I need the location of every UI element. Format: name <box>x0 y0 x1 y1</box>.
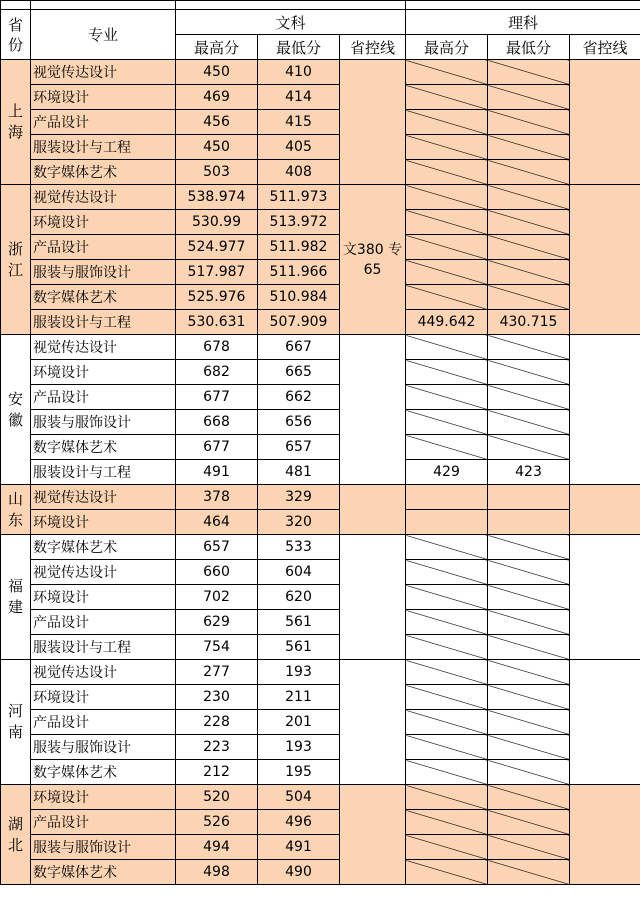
province-cell: 上海 <box>1 60 31 185</box>
lk-min-cell <box>488 585 570 610</box>
wk-min-cell: 620 <box>258 585 340 610</box>
lk-max-cell <box>406 185 488 210</box>
major-cell: 服装与服饰设计 <box>31 410 176 435</box>
table-row <box>1 535 640 560</box>
wk-min-cell: 662 <box>258 385 340 410</box>
table-row <box>1 135 640 160</box>
lk-max-cell <box>406 535 488 560</box>
wk-max-cell: 456 <box>176 110 258 135</box>
wk-max-cell: 677 <box>176 435 258 460</box>
major-cell: 产品设计 <box>31 110 176 135</box>
province-cell: 安徽 <box>1 335 31 485</box>
wk-max-cell: 469 <box>176 85 258 110</box>
lk-min-cell <box>488 485 570 510</box>
lk-max-cell <box>406 335 488 360</box>
wk-min-cell: 490 <box>258 860 340 885</box>
major-cell: 数字媒体艺术 <box>31 860 176 885</box>
wk-min-cell: 415 <box>258 110 340 135</box>
lk-min-cell <box>488 635 570 660</box>
lk-min-cell <box>488 660 570 685</box>
wk-max-cell: 494 <box>176 835 258 860</box>
table-row <box>1 310 640 335</box>
lk-max-cell <box>406 210 488 235</box>
table-row <box>1 335 640 360</box>
wk-max-cell: 530.631 <box>176 310 258 335</box>
wk-control-cell <box>340 535 406 660</box>
wk-max-cell: 702 <box>176 585 258 610</box>
table-row <box>1 285 640 310</box>
table-row <box>1 385 640 410</box>
table-row <box>1 585 640 610</box>
table-row <box>1 60 640 85</box>
wk-min-cell: 511.982 <box>258 235 340 260</box>
major-cell: 产品设计 <box>31 610 176 635</box>
wk-min-cell: 408 <box>258 160 340 185</box>
wk-max-cell: 682 <box>176 360 258 385</box>
wk-max-cell: 660 <box>176 560 258 585</box>
major-cell: 数字媒体艺术 <box>31 760 176 785</box>
lk-max-cell <box>406 160 488 185</box>
lk-max-cell <box>406 485 488 510</box>
wk-min-cell: 561 <box>258 635 340 660</box>
lk-control-cell <box>570 485 640 535</box>
lk-max-header: 最高分 <box>406 35 488 60</box>
lk-control-cell <box>570 660 640 785</box>
major-cell: 服装设计与工程 <box>31 460 176 485</box>
table-row <box>1 835 640 860</box>
lk-max-cell <box>406 60 488 85</box>
wk-max-cell: 464 <box>176 510 258 535</box>
header-row-1 <box>1 10 640 35</box>
lk-control-cell <box>570 60 640 185</box>
table-row <box>1 560 640 585</box>
lk-control-cell <box>570 535 640 660</box>
lk-control-cell <box>570 185 640 335</box>
major-cell: 服装设计与工程 <box>31 635 176 660</box>
lk-max-cell <box>406 510 488 535</box>
wk-min-header: 最低分 <box>258 35 340 60</box>
lk-min-cell <box>488 710 570 735</box>
clipped-cell <box>406 1 640 10</box>
lk-max-cell <box>406 410 488 435</box>
major-cell: 视觉传达设计 <box>31 185 176 210</box>
wk-min-cell: 201 <box>258 710 340 735</box>
table-row <box>1 810 640 835</box>
lk-control-cell <box>570 785 640 885</box>
wk-control-cell <box>340 485 406 535</box>
wk-min-cell: 195 <box>258 760 340 785</box>
wk-min-cell: 320 <box>258 510 340 535</box>
lk-min-cell: 430.715 <box>488 310 570 335</box>
wk-max-cell: 526 <box>176 810 258 835</box>
table-row <box>1 460 640 485</box>
wk-max-cell: 530.99 <box>176 210 258 235</box>
major-cell: 环境设计 <box>31 585 176 610</box>
wk-max-cell: 277 <box>176 660 258 685</box>
province-cell: 河南 <box>1 660 31 785</box>
table-row <box>1 210 640 235</box>
lk-max-cell <box>406 685 488 710</box>
wk-max-cell: 677 <box>176 385 258 410</box>
wk-max-cell: 678 <box>176 335 258 360</box>
wk-min-cell: 511.973 <box>258 185 340 210</box>
major-cell: 产品设计 <box>31 810 176 835</box>
lk-max-cell: 449.642 <box>406 310 488 335</box>
table-row <box>1 860 640 885</box>
table-row <box>1 85 640 110</box>
header-row-clipped <box>1 1 640 10</box>
lk-min-cell <box>488 685 570 710</box>
table-row <box>1 610 640 635</box>
lk-max-cell <box>406 110 488 135</box>
lk-min-cell <box>488 135 570 160</box>
wk-max-cell: 378 <box>176 485 258 510</box>
wk-control-cell: 文380 专65 <box>340 185 406 335</box>
wk-min-cell: 193 <box>258 660 340 685</box>
lk-min-cell <box>488 335 570 360</box>
wk-min-cell: 561 <box>258 610 340 635</box>
major-cell: 视觉传达设计 <box>31 335 176 360</box>
lk-min-cell <box>488 160 570 185</box>
table-row <box>1 160 640 185</box>
wk-min-cell: 496 <box>258 810 340 835</box>
wk-max-cell: 223 <box>176 735 258 760</box>
lk-max-cell <box>406 285 488 310</box>
lk-max-cell <box>406 260 488 285</box>
province-cell: 湖北 <box>1 785 31 885</box>
table-row <box>1 485 640 510</box>
wk-min-cell: 507.909 <box>258 310 340 335</box>
wk-max-cell: 520 <box>176 785 258 810</box>
lk-min-cell <box>488 785 570 810</box>
lk-max-cell <box>406 585 488 610</box>
wk-min-cell: 511.966 <box>258 260 340 285</box>
lk-max-cell <box>406 660 488 685</box>
wk-max-cell: 657 <box>176 535 258 560</box>
wk-min-cell: 491 <box>258 835 340 860</box>
major-cell: 数字媒体艺术 <box>31 535 176 560</box>
major-cell: 环境设计 <box>31 785 176 810</box>
lk-min-cell <box>488 185 570 210</box>
lk-min-cell <box>488 60 570 85</box>
wk-min-cell: 211 <box>258 685 340 710</box>
wk-control-cell <box>340 60 406 185</box>
table-row <box>1 410 640 435</box>
lk-control-header: 省控线 <box>570 35 640 60</box>
table-row <box>1 185 640 210</box>
province-cell: 福建 <box>1 535 31 660</box>
wk-max-cell: 228 <box>176 710 258 735</box>
lk-min-cell <box>488 735 570 760</box>
table-row <box>1 110 640 135</box>
lk-max-cell <box>406 235 488 260</box>
wk-max-cell: 450 <box>176 135 258 160</box>
wk-max-cell: 754 <box>176 635 258 660</box>
lk-min-cell <box>488 435 570 460</box>
lk-min-cell <box>488 210 570 235</box>
lk-max-cell: 429 <box>406 460 488 485</box>
major-cell: 产品设计 <box>31 710 176 735</box>
wk-control-cell <box>340 660 406 785</box>
major-cell: 产品设计 <box>31 385 176 410</box>
lk-min-cell <box>488 385 570 410</box>
lk-max-cell <box>406 435 488 460</box>
wk-min-cell: 329 <box>258 485 340 510</box>
major-cell: 产品设计 <box>31 235 176 260</box>
major-cell: 数字媒体艺术 <box>31 285 176 310</box>
clipped-cell <box>31 1 176 10</box>
wk-min-cell: 405 <box>258 135 340 160</box>
lk-min-cell <box>488 560 570 585</box>
wk-max-cell: 212 <box>176 760 258 785</box>
lk-min-cell <box>488 260 570 285</box>
major-cell: 视觉传达设计 <box>31 60 176 85</box>
wk-max-cell: 503 <box>176 160 258 185</box>
wk-min-cell: 504 <box>258 785 340 810</box>
lk-min-cell <box>488 235 570 260</box>
lk-max-cell <box>406 635 488 660</box>
major-cell: 服装与服饰设计 <box>31 260 176 285</box>
liberal-arts-header: 文科 <box>176 10 406 35</box>
wk-min-cell: 656 <box>258 410 340 435</box>
wk-max-cell: 629 <box>176 610 258 635</box>
wk-min-cell: 667 <box>258 335 340 360</box>
wk-max-cell: 538.974 <box>176 185 258 210</box>
wk-control-header: 省控线 <box>340 35 406 60</box>
lk-min-header: 最低分 <box>488 35 570 60</box>
table-row <box>1 435 640 460</box>
lk-max-cell <box>406 135 488 160</box>
lk-max-cell <box>406 710 488 735</box>
lk-max-cell <box>406 560 488 585</box>
wk-min-cell: 410 <box>258 60 340 85</box>
lk-control-cell <box>570 335 640 485</box>
province-cell: 浙江 <box>1 185 31 335</box>
wk-min-cell: 657 <box>258 435 340 460</box>
lk-min-cell <box>488 860 570 885</box>
table-row <box>1 785 640 810</box>
lk-max-cell <box>406 785 488 810</box>
wk-max-header: 最高分 <box>176 35 258 60</box>
major-cell: 服装与服饰设计 <box>31 835 176 860</box>
wk-min-cell: 193 <box>258 735 340 760</box>
lk-min-cell <box>488 285 570 310</box>
wk-control-cell <box>340 335 406 485</box>
wk-min-cell: 665 <box>258 360 340 385</box>
lk-max-cell <box>406 735 488 760</box>
table-row <box>1 760 640 785</box>
major-cell: 数字媒体艺术 <box>31 160 176 185</box>
wk-max-cell: 668 <box>176 410 258 435</box>
table-row <box>1 360 640 385</box>
lk-max-cell <box>406 610 488 635</box>
lk-min-cell <box>488 610 570 635</box>
major-cell: 环境设计 <box>31 510 176 535</box>
lk-min-cell <box>488 360 570 385</box>
major-header: 专业 <box>31 10 176 60</box>
table-row <box>1 510 640 535</box>
lk-min-cell <box>488 85 570 110</box>
table-row <box>1 235 640 260</box>
major-cell: 视觉传达设计 <box>31 560 176 585</box>
major-cell: 环境设计 <box>31 360 176 385</box>
major-cell: 服装与服饰设计 <box>31 735 176 760</box>
table-body <box>1 60 640 885</box>
lk-min-cell <box>488 535 570 560</box>
lk-min-cell <box>488 510 570 535</box>
table-row <box>1 710 640 735</box>
major-cell: 数字媒体艺术 <box>31 435 176 460</box>
science-header: 理科 <box>406 10 640 35</box>
wk-control-cell <box>340 785 406 885</box>
lk-min-cell <box>488 760 570 785</box>
lk-min-cell <box>488 835 570 860</box>
wk-min-cell: 481 <box>258 460 340 485</box>
province-header: 省份 <box>1 10 31 60</box>
lk-max-cell <box>406 85 488 110</box>
wk-min-cell: 414 <box>258 85 340 110</box>
wk-max-cell: 450 <box>176 60 258 85</box>
wk-max-cell: 524.977 <box>176 235 258 260</box>
wk-min-cell: 510.984 <box>258 285 340 310</box>
major-cell: 视觉传达设计 <box>31 485 176 510</box>
major-cell: 服装设计与工程 <box>31 135 176 160</box>
lk-max-cell <box>406 385 488 410</box>
table-row <box>1 635 640 660</box>
lk-max-cell <box>406 760 488 785</box>
major-cell: 视觉传达设计 <box>31 660 176 685</box>
province-cell: 山东 <box>1 485 31 535</box>
wk-min-cell: 513.972 <box>258 210 340 235</box>
wk-max-cell: 230 <box>176 685 258 710</box>
lk-max-cell <box>406 835 488 860</box>
lk-min-cell <box>488 410 570 435</box>
wk-min-cell: 533 <box>258 535 340 560</box>
major-cell: 环境设计 <box>31 685 176 710</box>
clipped-cell <box>176 1 406 10</box>
lk-max-cell <box>406 360 488 385</box>
wk-max-cell: 498 <box>176 860 258 885</box>
major-cell: 环境设计 <box>31 85 176 110</box>
lk-min-cell <box>488 110 570 135</box>
clipped-cell <box>1 1 31 10</box>
table-row <box>1 735 640 760</box>
lk-min-cell: 423 <box>488 460 570 485</box>
table-row <box>1 260 640 285</box>
table-row <box>1 660 640 685</box>
major-cell: 服装设计与工程 <box>31 310 176 335</box>
lk-max-cell <box>406 860 488 885</box>
wk-max-cell: 491 <box>176 460 258 485</box>
wk-max-cell: 525.976 <box>176 285 258 310</box>
lk-min-cell <box>488 810 570 835</box>
table-row <box>1 685 640 710</box>
wk-min-cell: 604 <box>258 560 340 585</box>
lk-max-cell <box>406 810 488 835</box>
major-cell: 环境设计 <box>31 210 176 235</box>
wk-max-cell: 517.987 <box>176 260 258 285</box>
